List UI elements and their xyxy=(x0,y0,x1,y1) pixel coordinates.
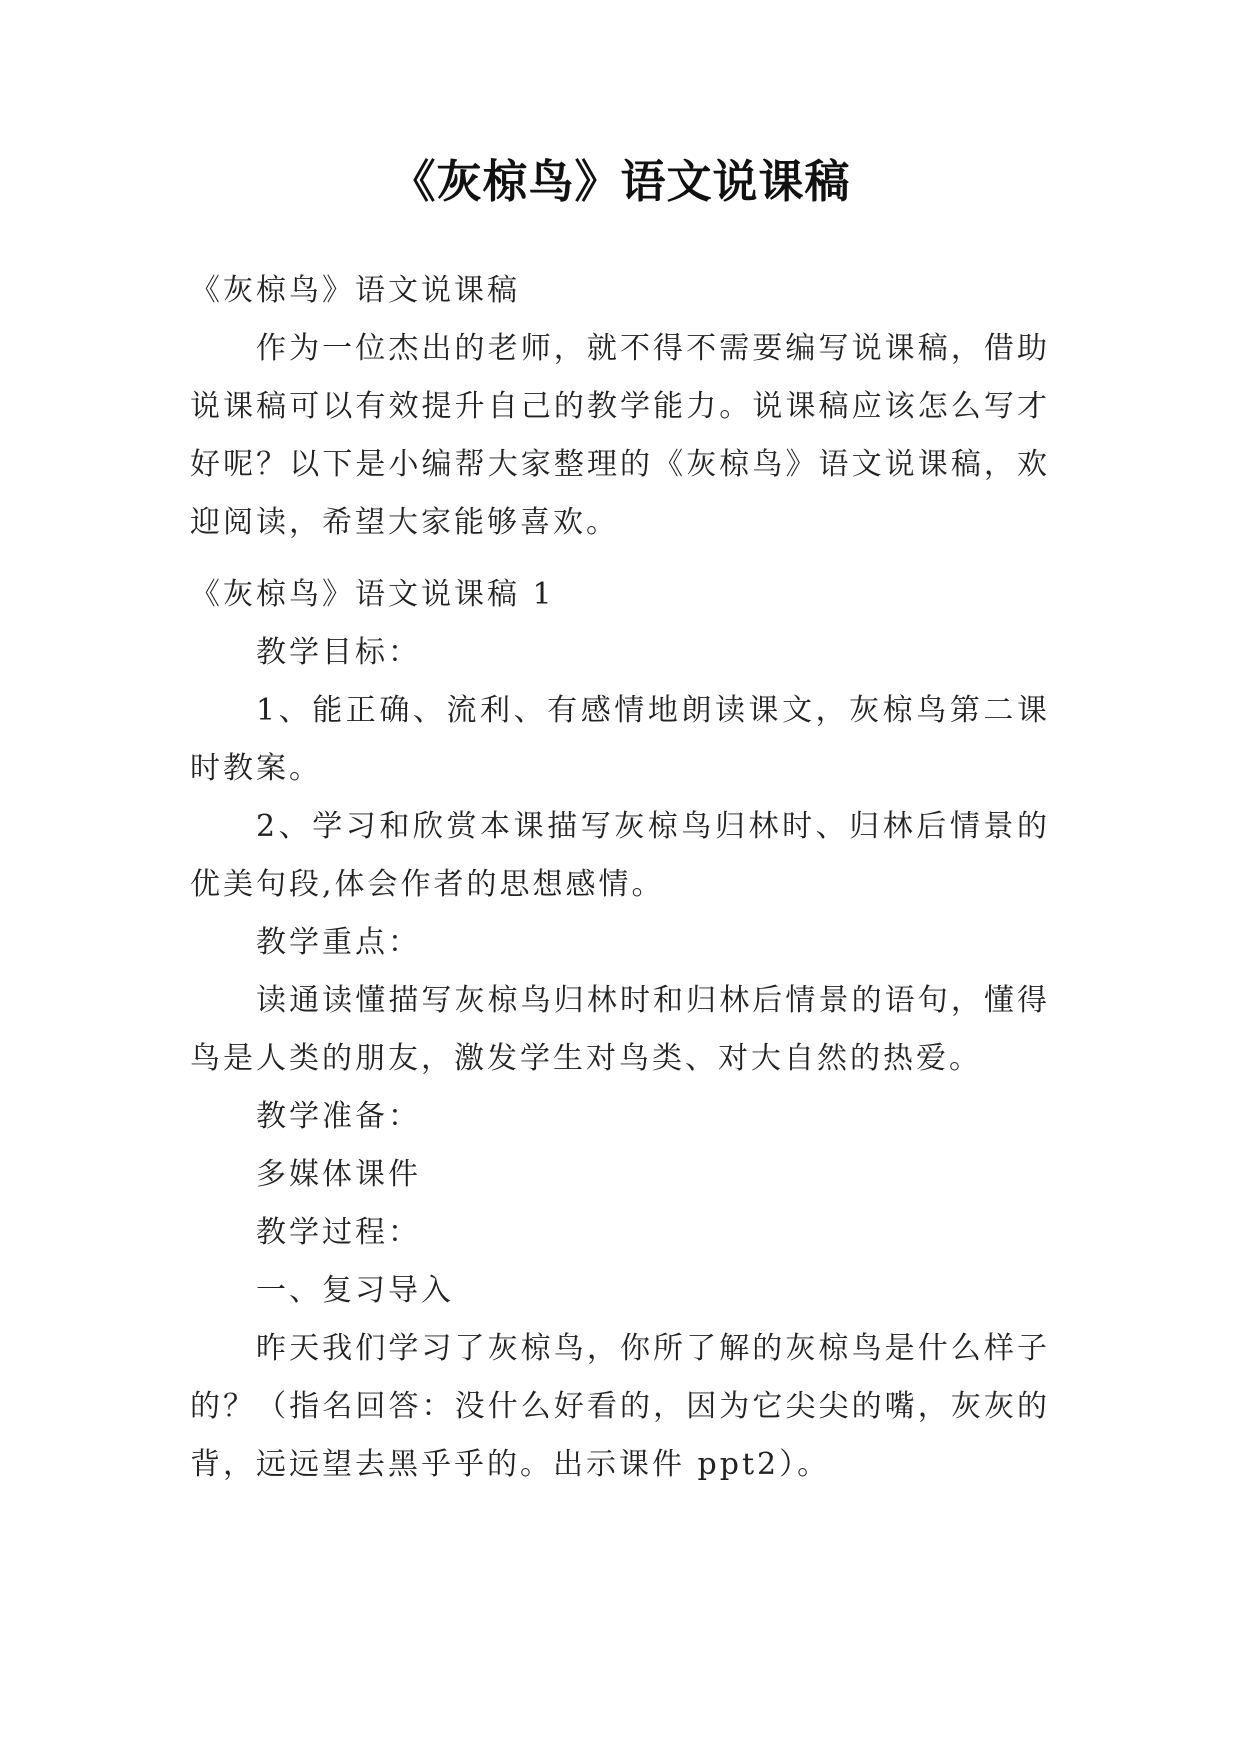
paragraph-teaching-goals: 教学目标： xyxy=(256,635,421,670)
paragraph-review-heading: 一、复习导入 xyxy=(256,1273,454,1308)
paragraph-preparation-heading: 教学准备： xyxy=(256,1099,421,1134)
section-body xyxy=(190,566,1050,1494)
paragraph-key-points-heading: 教学重点： xyxy=(256,925,421,960)
paragraph-process-heading: 教学过程： xyxy=(256,1215,421,1250)
paragraph-goal-2: 2、学习和欣赏本课描写灰椋鸟归林时、归林后情景的优美句段,体会作者的思想感情。 xyxy=(190,809,1050,902)
paragraph-goal-1: 1、能正确、流利、有感情地朗读课文，灰椋鸟第二课时教案。 xyxy=(190,693,1050,786)
paragraph-key-points: 读通读懂描写灰椋鸟归林时和归林后情景的语句，懂得鸟是人类的朋友，激发学生对鸟类、对大自然的热爱。 xyxy=(190,983,1050,1076)
section-heading: 《灰椋鸟》语文说课稿 1 xyxy=(190,577,555,612)
document-title: 《灰椋鸟》语文说课稿 xyxy=(390,155,851,208)
document-subtitle: 《灰椋鸟》语文说课稿 xyxy=(190,273,520,308)
paragraph-preparation: 多媒体课件 xyxy=(256,1157,421,1192)
intro-paragraph: 作为一位杰出的老师，就不得不需要编写说课稿，借助说课稿可以有效提升自己的教学能力。说课稿应该怎么写才好呢？以下是小编帮大家整理的《灰椋鸟》语文说课稿，欢迎阅读，希望大家能够喜欢。 xyxy=(190,331,1050,540)
document-body xyxy=(190,262,1050,552)
paragraph-review: 昨天我们学习了灰椋鸟，你所了解的灰椋鸟是什么样子的？（指名回答：没什么好看的，因为它尖尖的嘴，灰灰的背，远远望去黑乎乎的。出示课件 ppt2）。 xyxy=(190,1331,1050,1482)
